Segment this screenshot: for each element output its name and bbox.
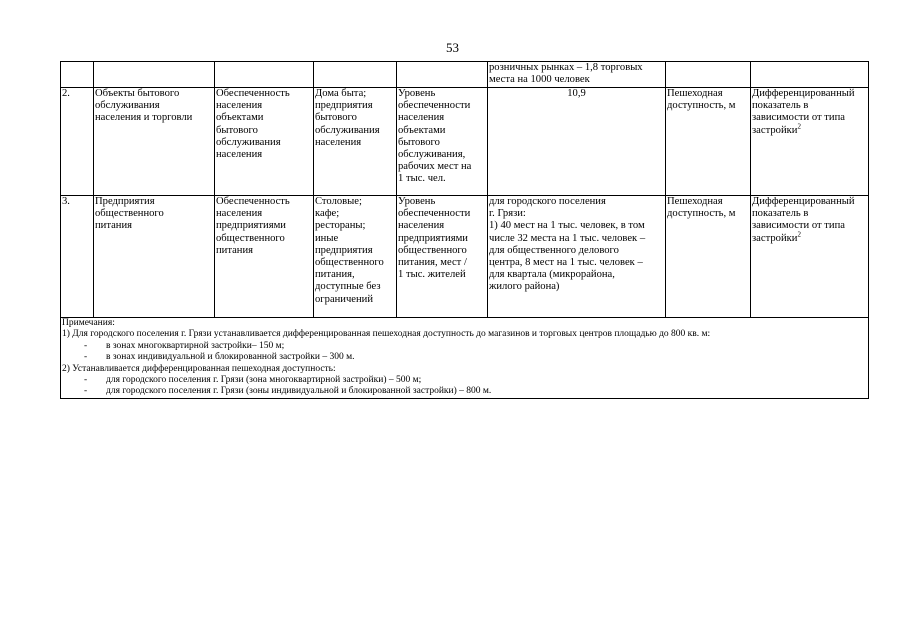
table-row: [61, 196, 869, 318]
cell-facility-type: [314, 62, 397, 88]
cell-number: [61, 62, 94, 88]
cell-indicator: Обеспеченность населения предприятиями общественного питания: [215, 196, 314, 318]
note-1-item: - в зонах индивидуальной и блокированной застройки – 300 м.: [62, 352, 867, 363]
cell-value: розничных рынках – 1,8 торговых места на 1000 человек: [488, 62, 666, 88]
cell-facility-type: Столовые; кафе; рестораны; иные предприятия общественного питания, доступные без ограничений: [314, 196, 397, 318]
cell-value: 10,9: [488, 88, 666, 196]
dash-marker: -: [84, 375, 88, 386]
cell-object-type: Объекты бытового обслуживания населения и торговли: [94, 88, 215, 196]
cell-facility-type: Дома быта; предприятия бытового обслуживания населения: [314, 88, 397, 196]
footnote-ref: 2: [797, 230, 801, 239]
cell-parameter: Уровень обеспеченности населения предприятиями общественного питания, мест / 1 тыс. жителей: [397, 196, 488, 318]
cell-object-type: [94, 62, 215, 88]
dash-marker: -: [84, 352, 88, 363]
cell-accessibility: [666, 62, 751, 88]
cell-accessibility-value: Дифференцированный показатель в зависимости от типа застройки$^2$: [751, 88, 869, 196]
cell-number: 3.: [61, 196, 94, 318]
cell-accessibility-value: Дифференцированный показатель в зависимости от типа застройки$^2$: [751, 196, 869, 318]
notes-row: [61, 318, 869, 399]
dash-marker: -: [84, 386, 88, 397]
footnote-ref: 2: [797, 122, 801, 131]
cell-accessibility-value: [751, 62, 869, 88]
norms-table: [60, 61, 869, 399]
cell-indicator: Обеспеченность населения объектами бытового обслуживания населения: [215, 88, 314, 196]
notes-title: Примечания:: [62, 318, 115, 328]
note-2-item: - для городского поселения г. Грязи (зона многоквартирной застройки) – 500 м;: [62, 375, 867, 386]
cell-object-type: Предприятия общественного питания: [94, 196, 215, 318]
notes-cell: [61, 318, 869, 399]
cell-accessibility: Пешеходная доступность, м: [666, 196, 751, 318]
cell-parameter: Уровень обеспеченности населения объектами бытового обслуживания, рабочих мест на 1 тыс. чел.: [397, 88, 488, 196]
cell-indicator: [215, 62, 314, 88]
note-2-item: - для городского поселения г. Грязи (зоны индивидуальной и блокированной застройки) – 800 м.: [62, 386, 867, 397]
page-number: 53: [446, 40, 459, 55]
cell-parameter: [397, 62, 488, 88]
table-row: [61, 88, 869, 196]
table-row-continuation: [61, 62, 869, 88]
cell-value: для городского поселения г. Грязи: 1) 40 мест на 1 тыс. человек, в том числе 32 места на 1 тыс. человек – для общественного делового центра, 8 мест на 1 тыс. человек – для квартала (микрорайона, жилого района): [488, 196, 666, 318]
note-1-item: - в зонах многоквартирной застройки– 150 м;: [62, 341, 867, 352]
dash-marker: -: [84, 340, 88, 351]
note-1: 1) Для городского поселения г. Грязи устанавливается дифференцированная пешеходная доступность до магазинов и торговых центров площадью до 800 кв. м:: [62, 329, 711, 340]
note-2: 2) Устанавливается дифференцированная пешеходная доступность:: [62, 363, 336, 374]
cell-number: 2.: [61, 88, 94, 196]
cell-accessibility: Пешеходная доступность, м: [666, 88, 751, 196]
